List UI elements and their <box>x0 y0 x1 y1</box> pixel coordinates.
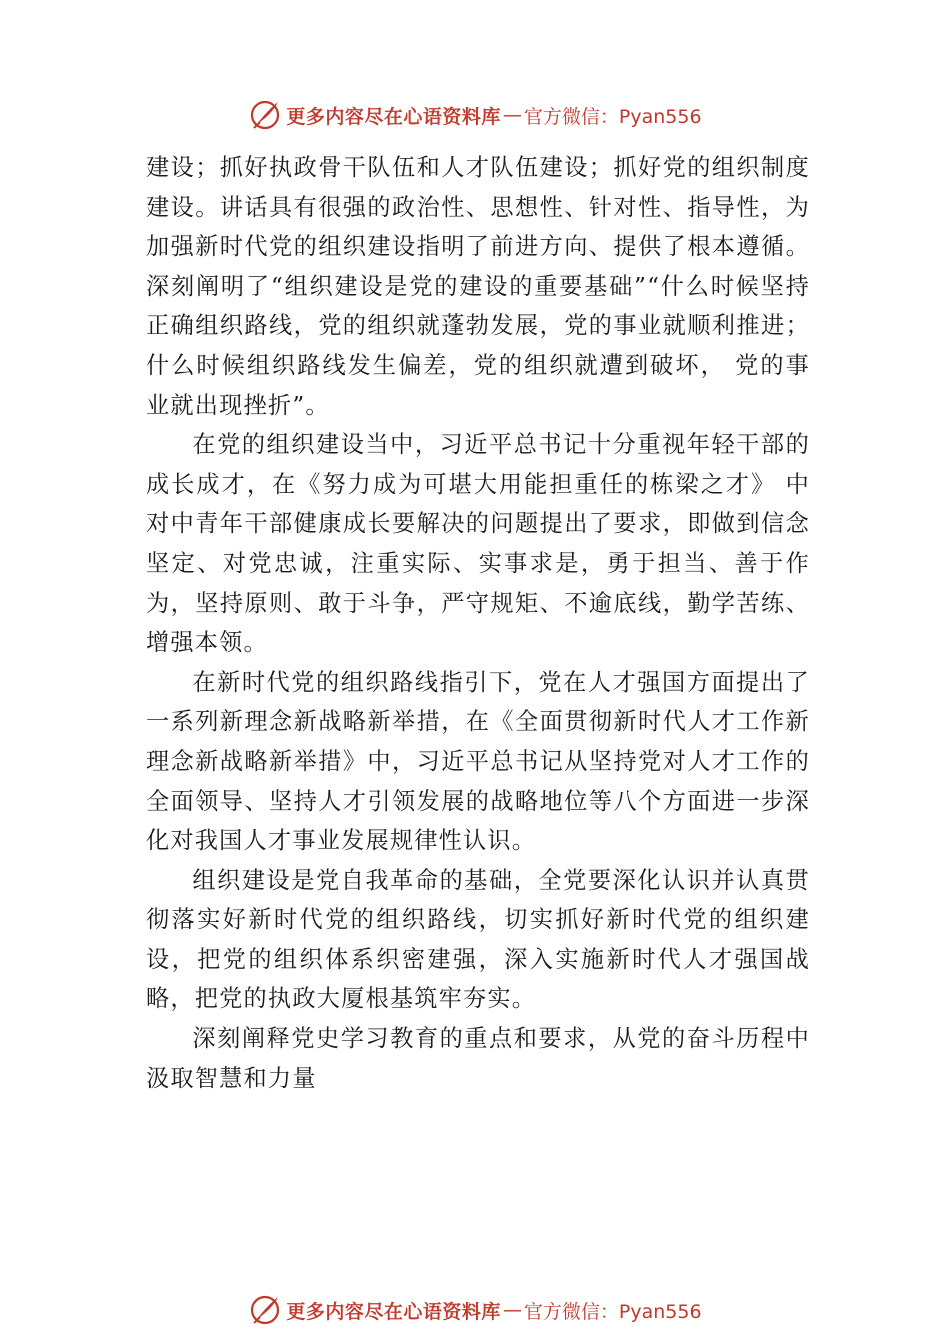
paragraph-5: 深刻阐释党史学习教育的重点和要求，从党的奋斗历程中汲取智慧和力量 <box>146 1025 810 1092</box>
quill-circle-icon <box>248 98 282 132</box>
watermark-brand: 更多内容尽在心语资料库 <box>286 105 501 128</box>
paragraph-4: 组织建设是党自我革命的基础，全党要深化认识并认真贯彻落实好新时代党的组织路线，切实抓好新时代党的组织建设，把党的组织体系织密建强，深入实施新时代人才强国战略，把党的执政大厦根基筑牢夯实。 <box>146 866 810 1013</box>
watermark-brand: 更多内容尽在心语资料库 <box>286 1300 501 1323</box>
quill-circle-icon <box>248 1293 282 1327</box>
watermark-separator: — <box>502 1299 522 1321</box>
watermark-footer <box>0 1290 950 1330</box>
paragraph-1: 建设；抓好执政骨干队伍和人才队伍建设；抓好党的组织制度建设。讲话具有很强的政治性、思想性、针对性、指导性，为加强新时代党的组织建设指明了前进方向、提供了根本遵循。深刻阐明了“组织建设是党的建设的重要基础”“什么时候坚持正确组织路线，党的组织就蓬勃发展，党的事业就顺利推进；什么时候组织路线发生偏差，党的组织就遭到破坏， 党的事业就出现挫折”。 <box>146 154 810 419</box>
watermark-header <box>0 95 950 135</box>
paragraph-3: 在新时代党的组织路线指引下，党在人才强国方面提出了一系列新理念新战略新举措，在《全面贯彻新时代人才工作新理念新战略新举措》中，习近平总书记从坚持党对人才工作的全面领导、坚持人才引领发展的战略地位等八个方面进一步深化对我国人才事业发展规律性认识。 <box>146 668 810 855</box>
document-body <box>146 148 810 1098</box>
paragraph-2: 在党的组织建设当中，习近平总书记十分重视年轻干部的成长成才，在《努力成为可堪大用能担重任的栋梁之才》 中对中青年干部健康成长要解决的问题提出了要求，即做到信念坚定、对党忠诚，注重实际、实事求是，勇于担当、善于作为，坚持原则、敢于斗争，严守规矩、不逾底线，勤学苦练、增强本领。 <box>146 431 810 657</box>
watermark-contact: 官方微信：Pyan556 <box>523 105 702 128</box>
watermark-separator: — <box>502 104 522 126</box>
watermark-contact: 官方微信：Pyan556 <box>523 1300 702 1323</box>
